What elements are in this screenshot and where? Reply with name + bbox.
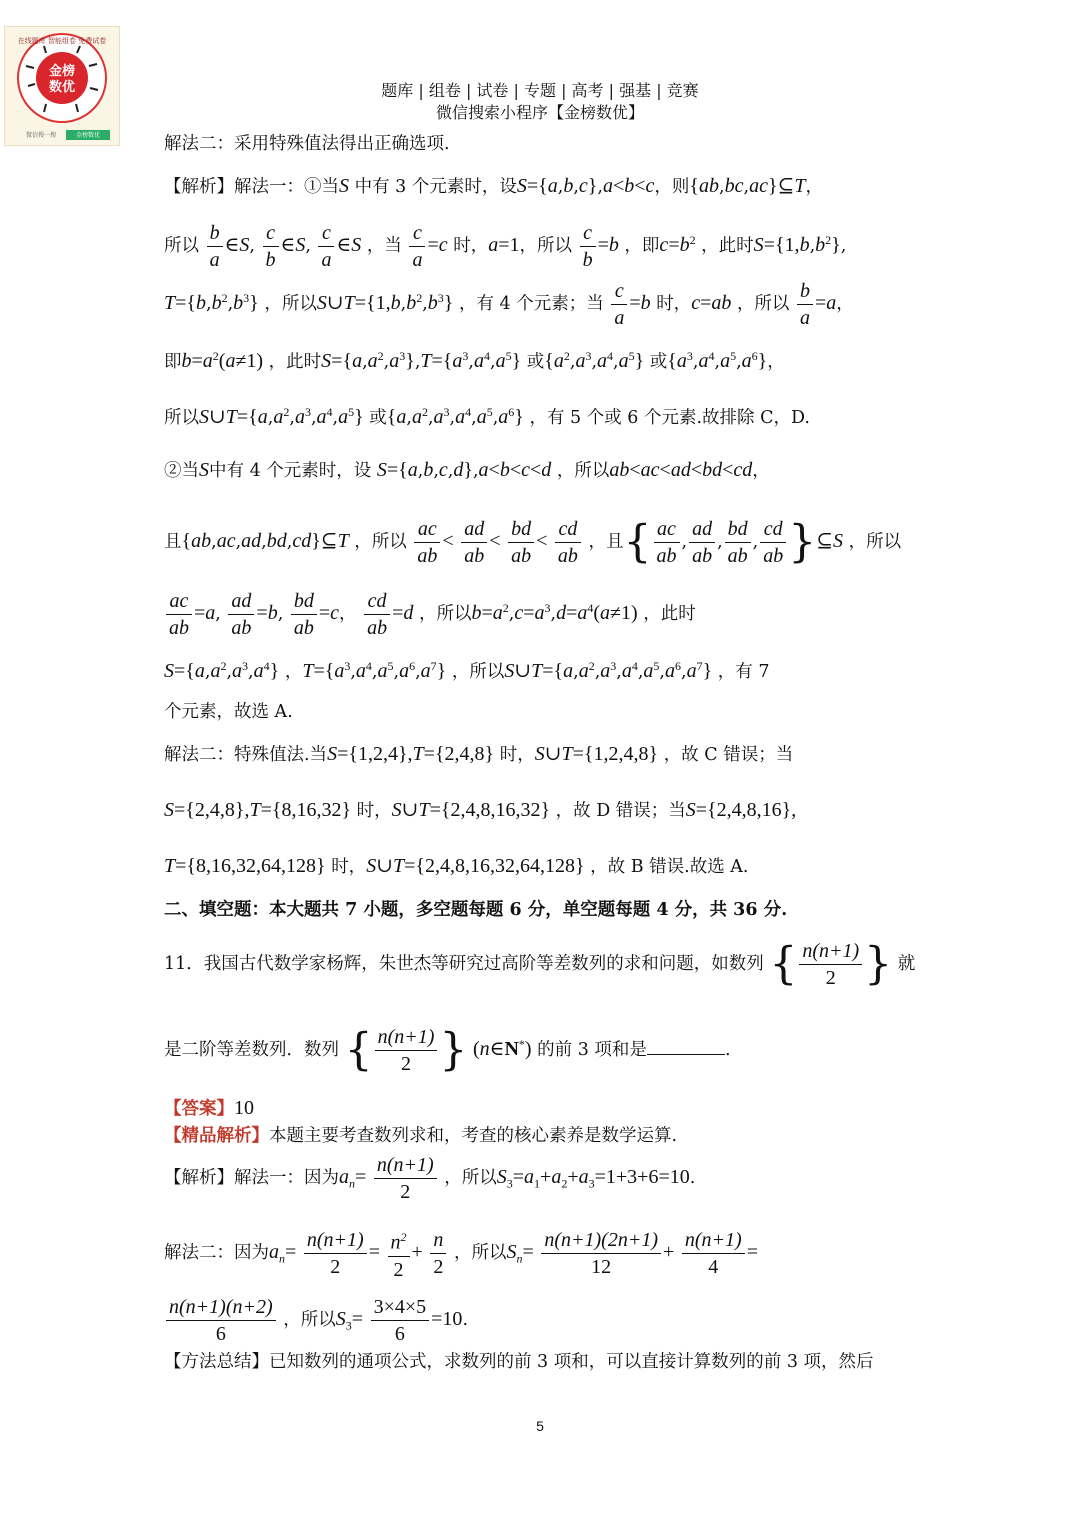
analysis-line-5: 所以$S\cup T=\{a,a^2,a^3,a^4,a^5\}$ 或$\{a,a^2,a^3,a^4,a^5,a^6\}$ ，有 5 个或 6 个元素.故排除 C，D. <box>164 405 810 428</box>
analysis-line-10: 个元素，故选 A. <box>164 702 293 722</box>
section-heading: 二、填空题：本大题共 7 小题，多空题每题 6 分，单空题每题 4 分，共 36 分. <box>164 900 788 920</box>
special-values-line-3: T={8,16,32,64,128} 时，S∪T={2,4,8,16,32,64,128} ，故 B 错误.故选 A. <box>164 855 749 877</box>
analysis-line-3: $T=\{b,b^2,b^3\}$ ，所以$S\cup T=\{1,b,b^2,b^3\}$ ，有 4 个元素；当 $\frac{c}{a}$ =b 时，c=ab ，所以 $\frac{b}{a}$ =a， <box>164 280 854 329</box>
question-11-line-2: 是二阶等差数列．数列 { $\frac{n(n+1)}{2}$ } (n∈N*) 的前 3 项和是 . <box>164 1024 731 1076</box>
analysis-line-1: 【解析】解法一：①当S 中有 3 个元素时，设S={a,b,c},a<b<c，则{ab,bc,ac}⊆T， <box>164 175 823 197</box>
analysis-line-9: $S=\{a,a^2,a^3,a^4\}$ ，$T=\{a^3,a^4,a^5,a^6,a^7\}$ ，所以$S\cup T=\{a,a^2,a^3,a^4,a^5,a^6,a^7\}$ ，有 7 <box>164 659 770 682</box>
answer-label: 【答案】 <box>164 1099 234 1119</box>
analysis-line-4: 即$b=a^2(a\ne 1)$ ，此时$S=\{a,a^2,a^3\},T=\{a^3,a^4,a^5\}$ 或$\{a^2,a^3,a^4,a^5\}$ 或$\{a^3,a^4,a^5,a^6\}$， <box>164 349 785 372</box>
analysis-line-2: 所以 $\frac{b}{a}$ ∈S, $\frac{c}{b}$ ∈S, $\frac{c}{a}$ ∈S ，当 $\frac{c}{a}$ =c 时，a=1，所以 $\frac{c}{b}$ =b ，即$c=b^2$ ，此时$S=\{1,b,b^2\}$, <box>164 222 847 271</box>
page-number: 5 <box>536 1418 544 1434</box>
solution-two-intro: 解法二：采用特殊值法得出正确选项. <box>164 134 450 154</box>
analysis-summary-line: 【精品解析】本题主要考查数列求和，考查的核心素养是数学运算. <box>164 1126 678 1146</box>
logo-center-text-2: 数优 <box>48 80 76 95</box>
logo-bottom-text: 微信搜一搜 <box>26 132 57 139</box>
solution-one-line: 【解析】解法一：因为$a_n=$ $\frac{n(n+1)}{2}$ ，所以$S_3=a_1+a_2+a_3=1+3+6=10$. <box>164 1154 696 1203</box>
special-values-line-2: S={2,4,8},T={8,16,32} 时，S∪T={2,4,8,16,32} ，故 D 错误；当S={2,4,8,16}, <box>164 799 797 821</box>
analysis-line-6: ②当S中有 4 个元素时，设 S={a,b,c,d},a<b<c<d ，所以ab<ac<ad<bd<cd， <box>164 459 770 481</box>
analysis-line-8: $\frac{ac}{ab}$ =a, $\frac{ad}{ab}$ =b, $\frac{bd}{ab}$ =c， $\frac{cd}{ab}$ =d ，所以$b=a^2,c=a^3,d=a^4(a\ne 1)$ ，此时 <box>164 588 696 641</box>
solution-two-line-2: $\frac{n(n+1)(n+2)}{6}$ ，所以$S_3=$ $\frac{3\times 4\times 5}{6}$ =10. <box>164 1294 468 1347</box>
analysis-line-7: 且{ab,ac,ad,bd,cd}⊆T ，所以 $\frac{ac}{ab}$ < $\frac{ad}{ab}$ < $\frac{bd}{ab}$ < $\frac{cd}{ab}$ ，且{ $\frac{ac}{ab}$ , $\frac{ad}{ab}$ , $\frac{bd}{ab}$ , $\frac{cd}{ab}$ }⊆S ，所以 <box>164 516 902 568</box>
question-11-line-1: 11．我国古代数学家杨辉，朱世杰等研究过高阶等差数列的求和问题，如数列 { $\frac{n(n+1)}{2}$ } 就 <box>164 938 916 990</box>
header-nav: 题库 | 组卷 | 试卷 | 专题 | 高考 | 强基 | 竞赛 <box>381 81 699 100</box>
answer-line <box>164 1096 254 1121</box>
analysis-label: 【精品解析】 <box>164 1126 269 1146</box>
special-values-line-1: 解法二：特殊值法.当S={1,2,4},T={2,4,8} 时，S∪T={1,2,4,8} ，故 C 错误；当 <box>164 743 794 765</box>
logo-center-text-1: 金榜 <box>48 64 76 79</box>
answer-blank <box>647 1036 725 1055</box>
logo-arc-text: 在线题库 智能组卷 免费试卷 <box>17 37 107 45</box>
method-summary: 【方法总结】已知数列的通项公式，求数列的前 3 项和，可以直接计算数列的前 3 项，然后 <box>164 1352 874 1372</box>
logo-bottom-badge: 金榜数优 <box>75 132 101 139</box>
header-subtitle: 微信搜索小程序【金榜数优】 <box>435 103 644 122</box>
solution-two-line-1: 解法二：因为$a_n=$ $\frac{n(n+1)}{2}$ = $\frac{n^2}{2}$ + $\frac{n}{2}$ ，所以$S_n=$ $\frac{n(n+1)(2n+1)}{12}$ + $\frac{n(n+1)}{4}$ = <box>164 1224 758 1283</box>
answer-value: 10 <box>234 1097 254 1119</box>
